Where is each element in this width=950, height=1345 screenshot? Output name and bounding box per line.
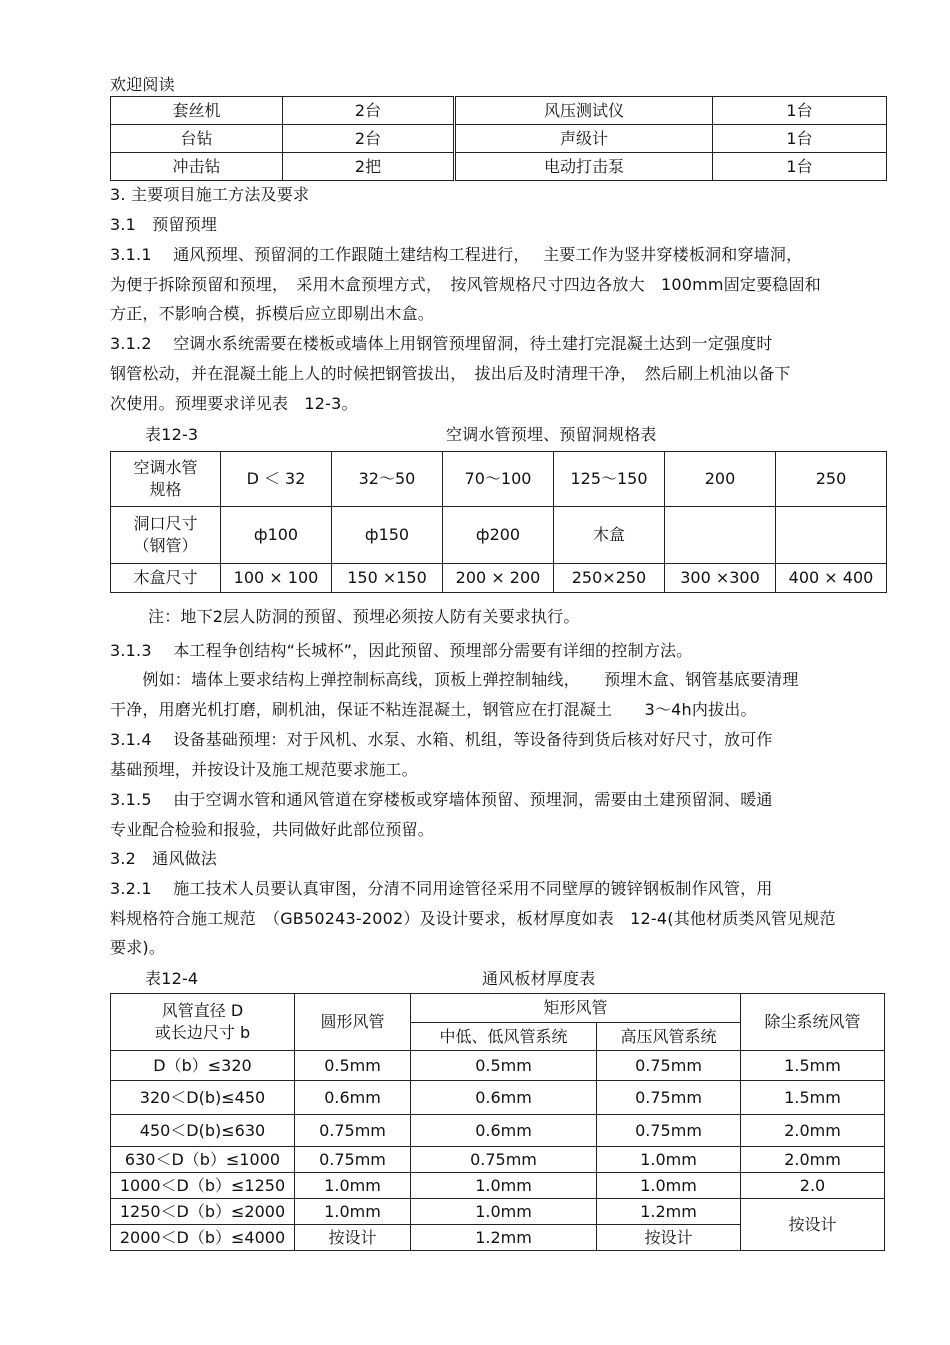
table-cell: 0.75mm	[411, 1147, 597, 1173]
paragraph-line: 3.1.2 空调水系统需要在楼板或墙体上用钢管预埋留洞，待土建打完混凝土达到一定强度时	[110, 334, 773, 353]
section-heading: 3. 主要项目施工方法及要求	[110, 185, 310, 204]
table-cell: 洞口尺寸 （钢管）	[111, 507, 221, 564]
paragraph-line: 要求)。	[110, 938, 166, 957]
table-cell: 1.0mm	[411, 1199, 597, 1225]
paragraph-line: 专业配合检验和报验，共同做好此部位预留。	[110, 820, 435, 839]
table-cell: 1.0mm	[597, 1147, 741, 1173]
table-cell: 200	[665, 452, 776, 507]
table-row	[111, 97, 887, 125]
paragraph-line: 3.2.1 施工技术人员要认真审图，分清不同用途管径采用不同壁厚的镀锌钢板制作风管，用	[110, 879, 773, 898]
pipe-embedding-table	[110, 451, 887, 593]
table-cell: 2台	[283, 125, 455, 153]
table-cell: 风压测试仪	[455, 97, 713, 125]
table-cell: 1台	[713, 125, 887, 153]
table-cell: ф150	[332, 507, 443, 564]
table-cell: ф200	[443, 507, 554, 564]
section-heading: 3.1 预留预埋	[110, 215, 218, 234]
table-cell: 按设计	[741, 1199, 885, 1251]
table-header-row	[111, 994, 885, 1023]
paragraph-line: 3.1.3 本工程争创结构“长城杯”，因此预留、预埋部分需要有详细的控制方法。	[110, 641, 693, 660]
table-cell: D ＜ 32	[221, 452, 332, 507]
paragraph-line: 3.1.1 通风预埋、预留洞的工作跟随土建结构工程进行， 主要工作为竖井穿楼板洞和穿墙洞，	[110, 245, 803, 264]
table-cell: 32～50	[332, 452, 443, 507]
table-cell: 1台	[713, 97, 887, 125]
table-cell: 0.6mm	[295, 1081, 411, 1115]
table-row	[111, 1081, 885, 1115]
table-cell: 0.75mm	[597, 1051, 741, 1081]
header-cell: 除尘系统风管	[741, 994, 885, 1051]
table-cell: 木盒	[554, 507, 665, 564]
header-cell: 高压风管系统	[597, 1023, 741, 1051]
table-row	[111, 1051, 885, 1081]
table-cell: 1.0mm	[411, 1173, 597, 1199]
page-header: 欢迎阅读	[110, 75, 175, 94]
table-cell: 2台	[283, 97, 455, 125]
table-cell: 1000＜D（b）≤1250	[111, 1173, 295, 1199]
table-cell: 250	[776, 452, 887, 507]
paragraph-line: 次使用。预埋要求详见表 12-3。	[110, 394, 358, 413]
table-cell: 1.0mm	[597, 1173, 741, 1199]
paragraph-line: 钢管松动，并在混凝土能上人的时候把钢管拔出， 拔出后及时清理干净， 然后刷上机油以备下	[110, 364, 791, 383]
table-row	[111, 452, 887, 507]
table-row	[111, 1199, 885, 1225]
table-row	[111, 507, 887, 564]
table-cell: 0.5mm	[295, 1051, 411, 1081]
paragraph-line: 例如：墙体上要求结构上弹控制标高线，顶板上弹控制轴线， 预埋木盒、钢管基底要清理	[110, 670, 799, 689]
table-cell: 0.5mm	[411, 1051, 597, 1081]
table-label: 表12-3	[145, 425, 199, 444]
table-cell: D（b）≤320	[111, 1051, 295, 1081]
header-cell: 矩形风管	[411, 994, 741, 1023]
table-cell: 2.0mm	[741, 1115, 885, 1147]
table-cell: 150 ×150	[332, 564, 443, 593]
table-cell: 1250＜D（b）≤2000	[111, 1199, 295, 1225]
table-cell: 按设计	[295, 1225, 411, 1251]
section-heading: 3.2 通风做法	[110, 849, 218, 868]
table-cell: 2.0mm	[741, 1147, 885, 1173]
table-row	[111, 1173, 885, 1199]
table-cell: 0.75mm	[295, 1115, 411, 1147]
table-note: 注：地下2层人防洞的预留、预埋必须按人防有关要求执行。	[148, 607, 580, 626]
table-row	[111, 125, 887, 153]
paragraph-line: 料规格符合施工规范 （GB50243-2002）及设计要求，板材厚度如表 12-4(其他材质类风管见规范	[110, 909, 836, 928]
table-title: 通风板材厚度表	[482, 969, 596, 988]
paragraph-line: 为便于拆除预留和预埋， 采用木盒预埋方式， 按风管规格尺寸四边各放大 100mm固定要稳固和	[110, 275, 821, 294]
table-cell: 空调水管 规格	[111, 452, 221, 507]
table-cell: 1.0mm	[295, 1199, 411, 1225]
table-cell: 0.75mm	[597, 1081, 741, 1115]
header-cell: 中低、低风管系统	[411, 1023, 597, 1051]
table-cell: 电动打击泵	[455, 153, 713, 181]
table-row	[111, 1147, 885, 1173]
table-cell: 1台	[713, 153, 887, 181]
duct-thickness-table	[110, 993, 885, 1251]
table-cell: 0.6mm	[411, 1115, 597, 1147]
table-cell: 2把	[283, 153, 455, 181]
header-cell: 风管直径 D 或长边尺寸 b	[111, 994, 295, 1051]
table-cell: 125～150	[554, 452, 665, 507]
table-label: 表12-4	[145, 969, 199, 988]
table-cell: 套丝机	[111, 97, 283, 125]
header-cell: 圆形风管	[295, 994, 411, 1051]
table-row	[111, 153, 887, 181]
table-cell: 0.75mm	[295, 1147, 411, 1173]
paragraph-line: 方正，不影响合模，拆模后应立即剔出木盒。	[110, 304, 435, 323]
table-cell	[776, 507, 887, 564]
paragraph-line: 基础预埋，并按设计及施工规范要求施工。	[110, 760, 418, 779]
table-cell: 400 × 400	[776, 564, 887, 593]
table-cell: 2.0	[741, 1173, 885, 1199]
table-cell: 台钻	[111, 125, 283, 153]
table-cell: 1.2mm	[597, 1199, 741, 1225]
table-cell: 0.75mm	[597, 1115, 741, 1147]
table-cell: 冲击钻	[111, 153, 283, 181]
table-cell: 1.5mm	[741, 1081, 885, 1115]
table-cell: 0.6mm	[411, 1081, 597, 1115]
table-row	[111, 1115, 885, 1147]
table-title: 空调水管预埋、预留洞规格表	[446, 425, 657, 444]
table-cell: 2000＜D（b）≤4000	[111, 1225, 295, 1251]
table-cell: 100 × 100	[221, 564, 332, 593]
table-cell: 450＜D(b)≤630	[111, 1115, 295, 1147]
equipment-table	[110, 96, 887, 181]
table-cell: 300 ×300	[665, 564, 776, 593]
table-cell: 250×250	[554, 564, 665, 593]
paragraph-line: 3.1.4 设备基础预埋：对于风机、水泵、水箱、机组，等设备待到货后核对好尺寸，放可作	[110, 730, 773, 749]
table-cell: 1.5mm	[741, 1051, 885, 1081]
table-cell: 1.0mm	[295, 1173, 411, 1199]
table-cell: 1.2mm	[411, 1225, 597, 1251]
paragraph-line: 3.1.5 由于空调水管和通风管道在穿楼板或穿墙体预留、预埋洞，需要由土建预留洞、暖通	[110, 790, 773, 809]
table-cell	[665, 507, 776, 564]
table-cell: 木盒尺寸	[111, 564, 221, 593]
paragraph-line: 干净，用磨光机打磨，刷机油，保证不粘连混凝土，钢管应在打混凝土 3～4h内拔出。	[110, 700, 757, 719]
table-cell: 声级计	[455, 125, 713, 153]
table-cell: 200 × 200	[443, 564, 554, 593]
table-cell: ф100	[221, 507, 332, 564]
table-cell: 按设计	[597, 1225, 741, 1251]
table-cell: 320＜D(b)≤450	[111, 1081, 295, 1115]
table-cell: 630＜D（b）≤1000	[111, 1147, 295, 1173]
table-row	[111, 564, 887, 593]
table-cell: 70～100	[443, 452, 554, 507]
